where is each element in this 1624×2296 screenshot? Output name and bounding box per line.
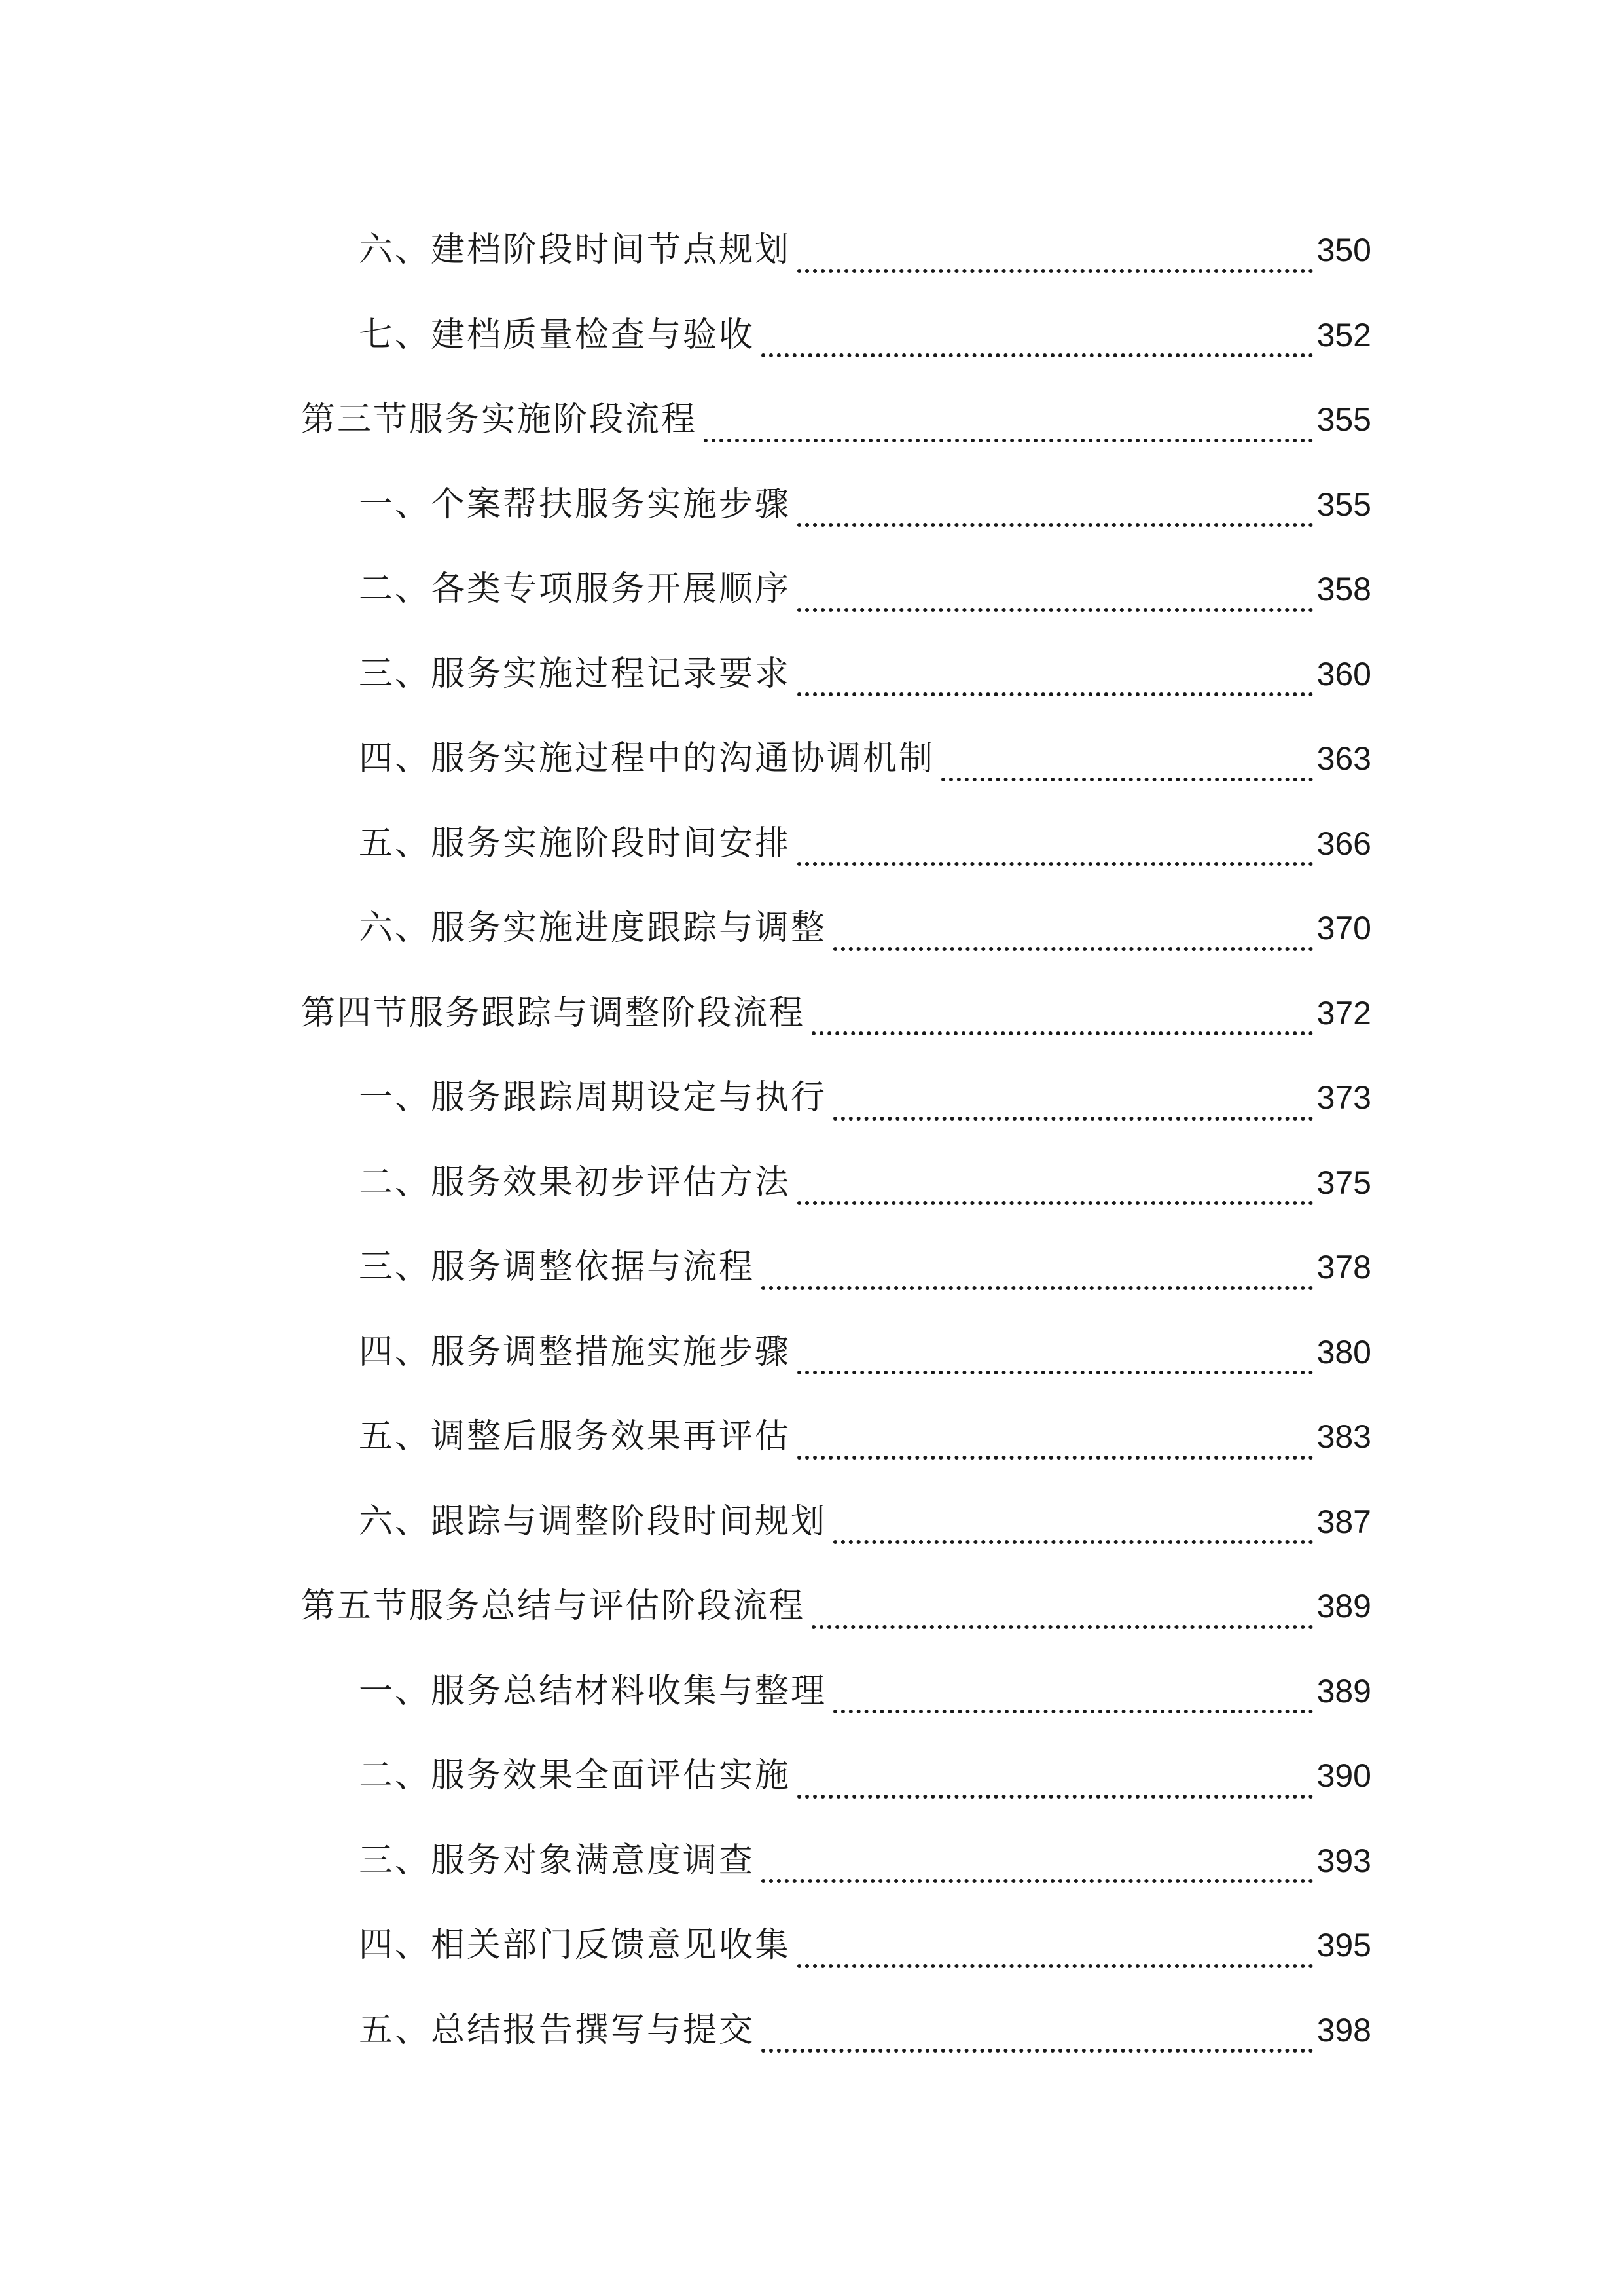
toc-entry[interactable] xyxy=(301,1988,1371,2073)
dot-leader xyxy=(797,1177,1313,1211)
dot-leader xyxy=(941,754,1313,788)
dot-leader xyxy=(797,838,1313,872)
toc-entry-page: 355 xyxy=(1316,401,1371,438)
toc-entry-title: 第四节服务跟踪与调整阶段流程 xyxy=(301,993,806,1033)
dot-leader xyxy=(797,1771,1313,1805)
toc-entry-title: 七、建档质量检查与验收 xyxy=(359,315,755,355)
toc-entry-title: 第三节服务实施阶段流程 xyxy=(301,400,698,439)
toc-entry[interactable] xyxy=(301,1225,1371,1310)
dot-leader xyxy=(797,584,1313,619)
toc-entry-page: 366 xyxy=(1316,825,1371,862)
toc-section-entry[interactable] xyxy=(301,971,1371,1056)
toc-entry[interactable] xyxy=(301,802,1371,887)
toc-entry-page: 378 xyxy=(1316,1249,1371,1285)
toc-entry-page: 398 xyxy=(1316,2011,1371,2049)
dot-leader xyxy=(797,1941,1313,1975)
toc-entry-page: 375 xyxy=(1316,1164,1371,1201)
toc-entry-title: 一、个案帮扶服务实施步骤 xyxy=(359,484,791,524)
toc-entry[interactable] xyxy=(301,1903,1371,1988)
toc-section-entry[interactable] xyxy=(301,1564,1371,1649)
dot-leader xyxy=(812,1008,1313,1042)
toc-entry[interactable] xyxy=(301,632,1371,717)
dot-leader xyxy=(761,2025,1313,2059)
dot-leader xyxy=(761,1856,1313,1890)
toc-entry[interactable] xyxy=(301,1395,1371,1480)
dot-leader xyxy=(797,669,1313,703)
toc-entry[interactable] xyxy=(301,1819,1371,1904)
toc-entry[interactable] xyxy=(301,208,1371,293)
toc-entry-title: 二、服务效果全面评估实施 xyxy=(359,1756,791,1795)
toc-entry-page: 389 xyxy=(1316,1588,1371,1624)
toc-entry-title: 四、相关部门反馈意见收集 xyxy=(359,1926,791,1965)
toc-entry-title: 一、服务总结材料收集与整理 xyxy=(359,1671,827,1711)
toc-entry-page: 380 xyxy=(1316,1333,1371,1371)
toc-entry-page: 373 xyxy=(1316,1079,1371,1116)
table-of-contents xyxy=(301,208,1371,2073)
dot-leader xyxy=(833,1686,1313,1720)
toc-entry[interactable] xyxy=(301,547,1371,632)
dot-leader xyxy=(797,1347,1313,1381)
toc-entry-page: 370 xyxy=(1316,910,1371,946)
toc-entry-title: 二、各类专项服务开展顺序 xyxy=(359,569,791,609)
toc-entry-title: 二、服务效果初步评估方法 xyxy=(359,1162,791,1202)
toc-entry-page: 395 xyxy=(1316,1927,1371,1964)
toc-entry-title: 一、服务跟踪周期设定与执行 xyxy=(359,1078,827,1117)
toc-entry-page: 360 xyxy=(1316,655,1371,692)
toc-entry-title: 三、服务实施过程记录要求 xyxy=(359,654,791,694)
toc-entry-title: 五、总结报告撰写与提交 xyxy=(359,2010,755,2050)
dot-leader xyxy=(797,1432,1313,1466)
toc-entry[interactable] xyxy=(301,1310,1371,1395)
toc-entry-page: 387 xyxy=(1316,1503,1371,1540)
toc-entry-title: 三、服务对象满意度调查 xyxy=(359,1840,755,1880)
toc-entry[interactable] xyxy=(301,293,1371,378)
toc-entry-page: 390 xyxy=(1316,1757,1371,1794)
dot-leader xyxy=(761,330,1313,364)
toc-entry-page: 358 xyxy=(1316,571,1371,607)
toc-entry-title: 五、调整后服务效果再评估 xyxy=(359,1417,791,1456)
toc-entry[interactable] xyxy=(301,1649,1371,1734)
dot-leader xyxy=(797,245,1313,279)
dot-leader xyxy=(761,1263,1313,1297)
toc-entry[interactable] xyxy=(301,717,1371,802)
toc-entry[interactable] xyxy=(301,463,1371,548)
toc-entry-title: 第五节服务总结与评估阶段流程 xyxy=(301,1587,806,1626)
dot-leader xyxy=(704,415,1313,449)
toc-entry-title: 六、建档阶段时间节点规划 xyxy=(359,230,791,270)
toc-entry[interactable] xyxy=(301,1141,1371,1226)
toc-entry[interactable] xyxy=(301,1056,1371,1141)
dot-leader xyxy=(833,1093,1313,1127)
toc-entry-title: 五、服务实施阶段时间安排 xyxy=(359,823,791,863)
toc-entry-page: 372 xyxy=(1316,994,1371,1031)
toc-entry[interactable] xyxy=(301,886,1371,971)
dot-leader xyxy=(833,1516,1313,1551)
toc-entry-title: 四、服务调整措施实施步骤 xyxy=(359,1332,791,1372)
dot-leader xyxy=(833,924,1313,958)
toc-entry-title: 四、服务实施过程中的沟通协调机制 xyxy=(359,739,935,778)
toc-entry-page: 383 xyxy=(1316,1418,1371,1455)
toc-entry-page: 350 xyxy=(1316,232,1371,268)
toc-entry-page: 352 xyxy=(1316,316,1371,353)
toc-entry[interactable] xyxy=(301,1734,1371,1819)
toc-entry-title: 六、服务实施进度跟踪与调整 xyxy=(359,908,827,948)
toc-entry-page: 393 xyxy=(1316,1842,1371,1879)
toc-entry[interactable] xyxy=(301,1480,1371,1565)
dot-leader xyxy=(797,499,1313,533)
toc-entry-title: 三、服务调整依据与流程 xyxy=(359,1247,755,1287)
dot-leader xyxy=(812,1602,1313,1636)
toc-entry-page: 389 xyxy=(1316,1672,1371,1710)
toc-entry-page: 355 xyxy=(1316,486,1371,523)
toc-entry-page: 363 xyxy=(1316,740,1371,777)
toc-section-entry[interactable] xyxy=(301,378,1371,463)
toc-entry-title: 六、跟踪与调整阶段时间规划 xyxy=(359,1501,827,1541)
